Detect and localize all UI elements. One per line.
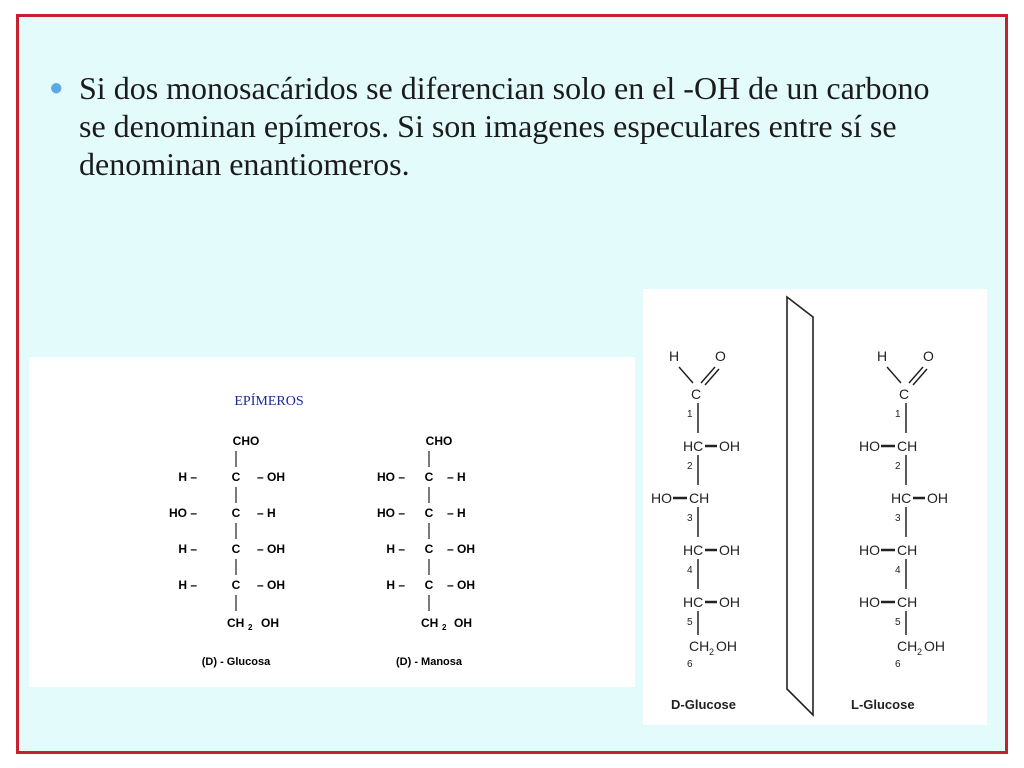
d-glucose-structure: [651, 348, 740, 712]
glucosa-row-2-center: C: [231, 506, 241, 520]
d-aldehyde-o: O: [715, 348, 726, 364]
glucosa-row-4-left: H –: [178, 578, 197, 592]
l-row-2-right: OH: [927, 490, 948, 506]
l-row-1-center: CH: [897, 438, 918, 454]
glucosa-row: [169, 506, 276, 520]
manosa-row-2-left: HO –: [376, 506, 405, 520]
manosa-bottom-oh: OH: [454, 616, 472, 630]
d-bottom-oh: OH: [716, 638, 737, 654]
l-bottom-ch: CH: [897, 638, 918, 654]
l-row-1-left: HO: [859, 438, 880, 454]
glucosa-row-1-left: H –: [178, 470, 197, 484]
l-num-2: 2: [895, 461, 901, 472]
manosa-row-1-center: C: [424, 470, 434, 484]
bullet-dot-icon: ●: [49, 75, 64, 101]
l-row-3-left: HO: [859, 542, 880, 558]
l-row-4-left: HO: [859, 594, 880, 610]
epimeros-figure: [29, 357, 635, 687]
d-row-4-right: OH: [719, 594, 740, 610]
glucosa-row-4-center: C: [231, 578, 241, 592]
glucosa-bottom-ch: CH: [227, 616, 245, 630]
glucosa-bottom-oh: OH: [261, 616, 279, 630]
glucosa-caption: (D) - Glucosa: [201, 656, 271, 668]
d-row-3-right: OH: [719, 542, 740, 558]
glucosa-row: [178, 542, 285, 556]
glucosa-row: [178, 578, 285, 592]
mirror-plane-icon: [787, 297, 813, 715]
glucosa-row-3-center: C: [231, 542, 241, 556]
manosa-row-4-right: – OH: [447, 578, 476, 592]
manosa-row-1-right: – H: [447, 470, 466, 484]
d-num-2: 2: [687, 461, 693, 472]
d-row-3-center: HC: [683, 542, 704, 558]
d-bottom-sub: 2: [709, 647, 715, 657]
manosa-cho: CHO: [425, 434, 453, 448]
d-num-1: 1: [687, 409, 693, 420]
manosa-row-1-left: HO –: [376, 470, 405, 484]
l-aldehyde-h: H: [877, 348, 888, 364]
bullet-text: Si dos monosacáridos se diferencian solo en el -OH de un carbono se denominan epímeros. Si son imagenes especulares entre sí se denominan enantiomeros.: [79, 70, 930, 182]
glucosa-row: [178, 470, 285, 484]
manosa-row: [386, 578, 475, 592]
manosa-row-4-left: H –: [386, 578, 405, 592]
manosa-bottom-ch: CH: [421, 616, 439, 630]
manosa-row: [377, 470, 466, 484]
glucosa-row-1-center: C: [231, 470, 241, 484]
manosa-row: [386, 542, 475, 556]
glucosa-row-4-right: – OH: [257, 578, 286, 592]
d-bottom-ch: CH: [689, 638, 710, 654]
l-bottom-oh: OH: [924, 638, 945, 654]
d-num-6: 6: [687, 659, 693, 670]
l-aldehyde-c: C: [899, 386, 910, 402]
manosa-bottom-sub: 2: [442, 623, 447, 632]
l-row-2-center: HC: [891, 490, 912, 506]
epimeros-diagram: [29, 357, 635, 687]
glucosa-bottom-sub: 2: [248, 623, 253, 632]
l-num-4: 4: [895, 565, 901, 576]
glucosa-structure: [169, 434, 285, 668]
l-aldehyde-o: O: [923, 348, 934, 364]
l-num-6: 6: [895, 659, 901, 670]
manosa-row-3-center: C: [424, 542, 434, 556]
l-num-5: 5: [895, 617, 901, 628]
l-num-1: 1: [895, 409, 901, 420]
d-aldehyde-h: H: [669, 348, 680, 364]
l-glucose-structure: [851, 348, 948, 712]
glucosa-row-3-left: H –: [178, 542, 197, 556]
manosa-row-2-right: – H: [447, 506, 466, 520]
d-row-1-right: OH: [719, 438, 740, 454]
enantiomeros-figure: [643, 289, 987, 725]
glucosa-row-2-right: – H: [257, 506, 276, 520]
manosa-row-3-right: – OH: [447, 542, 476, 556]
d-row-2-left: HO: [651, 490, 672, 506]
l-glucose-caption: L-Glucose: [851, 697, 915, 712]
glucosa-row-3-right: – OH: [257, 542, 286, 556]
l-row-4-center: CH: [897, 594, 918, 610]
manosa-caption: (D) - Manosa: [396, 656, 462, 668]
l-num-3: 3: [895, 513, 901, 524]
d-aldehyde-c: C: [691, 386, 702, 402]
d-row-1-center: HC: [683, 438, 704, 454]
d-num-5: 5: [687, 617, 693, 628]
l-bottom-sub: 2: [917, 647, 923, 657]
manosa-structure: [377, 434, 475, 668]
d-num-3: 3: [687, 513, 693, 524]
d-num-4: 4: [687, 565, 693, 576]
epimeros-title: EPÍMEROS: [234, 394, 304, 409]
manosa-row-2-center: C: [424, 506, 434, 520]
glucosa-row-1-right: – OH: [257, 470, 286, 484]
manosa-row-4-center: C: [424, 578, 434, 592]
manosa-row: [377, 506, 466, 520]
d-glucose-caption: D-Glucose: [671, 697, 737, 712]
d-row-4-center: HC: [683, 594, 704, 610]
bullet-point: [49, 69, 949, 183]
glucosa-row-2-left: HO –: [168, 506, 197, 520]
enantiomeros-diagram: [643, 289, 987, 725]
manosa-row-3-left: H –: [386, 542, 405, 556]
d-row-2-center: CH: [689, 490, 710, 506]
l-row-3-center: CH: [897, 542, 918, 558]
slide: [16, 14, 1008, 754]
glucosa-cho: CHO: [232, 434, 260, 448]
